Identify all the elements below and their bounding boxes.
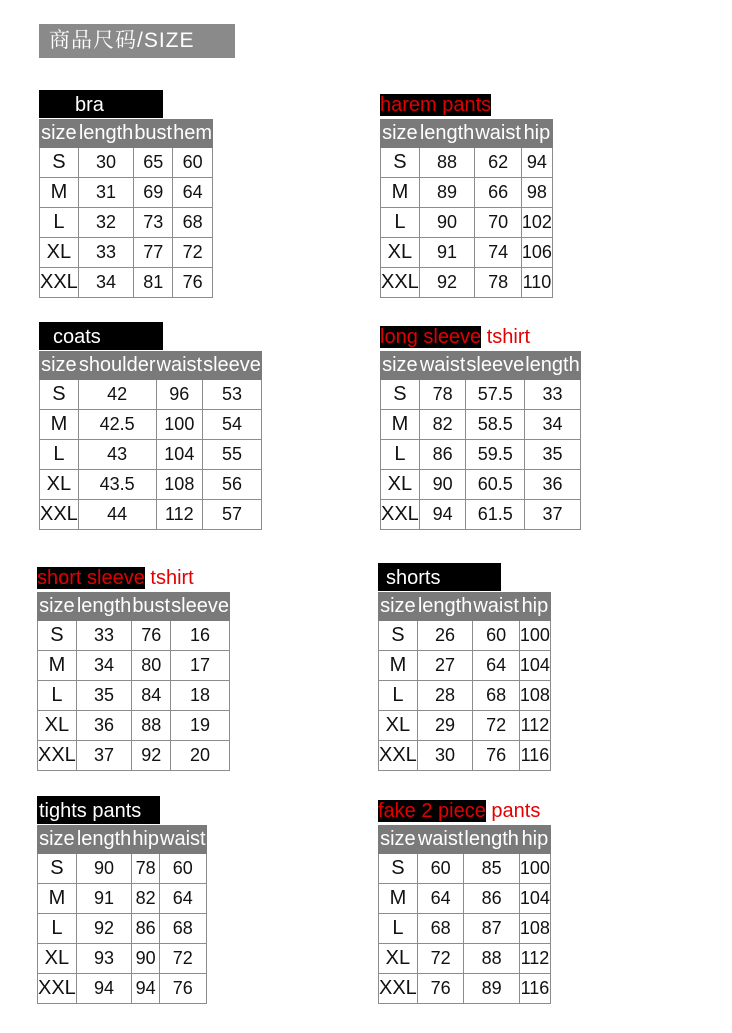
column-header: length	[525, 352, 581, 380]
table-row	[40, 148, 213, 178]
table-row	[38, 854, 207, 884]
table-cell: 88	[464, 944, 520, 974]
table-cell: 94	[419, 500, 466, 530]
table-cell: 65	[134, 148, 173, 178]
table-cell: 60	[417, 854, 464, 884]
tag-highlight: short sleeve	[37, 567, 145, 589]
table-cell: 86	[132, 914, 160, 944]
table-cell: 86	[419, 440, 466, 470]
table-cell: 76	[473, 741, 520, 771]
table-cell: 33	[76, 621, 132, 651]
table-cell: 104	[156, 440, 203, 470]
table-cell: 100	[519, 854, 550, 884]
table-cell: 78	[419, 380, 466, 410]
table-cell: 43.5	[78, 470, 156, 500]
table-cell: 76	[417, 974, 464, 1004]
table-cell: 106	[521, 238, 552, 268]
column-header: length	[76, 593, 132, 621]
header-row	[40, 352, 262, 380]
table-cell: 72	[160, 944, 207, 974]
table-row	[381, 380, 581, 410]
table-row	[381, 238, 553, 268]
size-cell: S	[40, 380, 79, 410]
size-cell: XXL	[379, 974, 418, 1004]
tag-rest: tshirt	[481, 326, 531, 348]
size-cell: XXL	[38, 974, 77, 1004]
table-cell: 55	[203, 440, 262, 470]
tag-rest: tshirt	[144, 567, 194, 589]
table-row	[381, 470, 581, 500]
size-cell: L	[38, 914, 77, 944]
table-cell: 64	[173, 178, 213, 208]
header-row	[381, 120, 553, 148]
table-cell: 66	[475, 178, 522, 208]
table-cell: 93	[76, 944, 132, 974]
table-row	[381, 410, 581, 440]
table-cell: 56	[203, 470, 262, 500]
table-row	[40, 440, 262, 470]
table-cell: 90	[419, 208, 475, 238]
table-row	[38, 681, 230, 711]
table-cell: 44	[78, 500, 156, 530]
column-header: size	[381, 352, 420, 380]
size-cell: XL	[381, 238, 420, 268]
table-cell: 91	[76, 884, 132, 914]
table-cell: 57	[203, 500, 262, 530]
size-cell: L	[379, 914, 418, 944]
column-header: bust	[134, 120, 173, 148]
table-cell: 33	[78, 238, 134, 268]
column-header: bust	[132, 593, 171, 621]
table-row	[38, 711, 230, 741]
table-row	[379, 651, 551, 681]
size-cell: M	[379, 884, 418, 914]
tag-highlight: long sleeve	[380, 326, 482, 348]
table-cell: 84	[132, 681, 171, 711]
table-cell: 64	[160, 884, 207, 914]
size-cell: M	[379, 651, 418, 681]
table-cell: 43	[78, 440, 156, 470]
table-cell: 85	[464, 854, 520, 884]
size-cell: XXL	[381, 500, 420, 530]
long-sleeve-table	[380, 351, 581, 530]
table-cell: 73	[134, 208, 173, 238]
table-cell: 100	[519, 621, 550, 651]
table-cell: 28	[417, 681, 473, 711]
column-header: sleeve	[171, 593, 230, 621]
table-row	[40, 238, 213, 268]
size-cell: XXL	[40, 500, 79, 530]
table-cell: 112	[519, 944, 550, 974]
table-cell: 35	[525, 440, 581, 470]
table-row	[40, 178, 213, 208]
table-cell: 108	[519, 914, 550, 944]
shorts-table	[378, 592, 551, 771]
table-cell: 64	[473, 651, 520, 681]
table-cell: 42.5	[78, 410, 156, 440]
column-header: sleeve	[466, 352, 525, 380]
size-cell: XXL	[379, 741, 418, 771]
table-row	[40, 470, 262, 500]
table-cell: 108	[519, 681, 550, 711]
long-sleeve-chart-tag	[380, 322, 530, 350]
column-header: shoulder	[78, 352, 156, 380]
table-cell: 89	[419, 178, 475, 208]
coats-chart-tag: coats	[39, 322, 163, 350]
table-row	[38, 621, 230, 651]
table-cell: 35	[76, 681, 132, 711]
table-cell: 53	[203, 380, 262, 410]
harem-pants-chart-tag	[380, 90, 491, 118]
short-sleeve-table	[37, 592, 230, 771]
table-cell: 32	[78, 208, 134, 238]
table-cell: 36	[76, 711, 132, 741]
table-cell: 108	[156, 470, 203, 500]
table-cell: 100	[156, 410, 203, 440]
table-cell: 42	[78, 380, 156, 410]
table-cell: 90	[132, 944, 160, 974]
table-cell: 90	[76, 854, 132, 884]
size-cell: S	[38, 621, 77, 651]
table-row	[381, 268, 553, 298]
table-cell: 88	[419, 148, 475, 178]
table-cell: 116	[519, 741, 550, 771]
column-header: length	[76, 826, 132, 854]
column-header: waist	[473, 593, 520, 621]
table-cell: 77	[134, 238, 173, 268]
table-row	[379, 944, 551, 974]
column-header: size	[379, 826, 418, 854]
table-cell: 89	[464, 974, 520, 1004]
column-header: size	[379, 593, 418, 621]
size-cell: S	[381, 380, 420, 410]
page-title: 商品尺码/SIZE	[39, 24, 235, 58]
table-cell: 61.5	[466, 500, 525, 530]
table-cell: 104	[519, 651, 550, 681]
column-header: waist	[475, 120, 522, 148]
coats-table	[39, 351, 262, 530]
table-cell: 76	[160, 974, 207, 1004]
short-sleeve-chart-tag	[37, 563, 194, 591]
table-cell: 60	[473, 621, 520, 651]
tag-highlight: harem pants	[380, 94, 492, 116]
table-cell: 94	[521, 148, 552, 178]
table-row	[381, 178, 553, 208]
table-row	[381, 208, 553, 238]
table-cell: 94	[76, 974, 132, 1004]
column-header: length	[78, 120, 134, 148]
size-cell: S	[379, 621, 418, 651]
tag-highlight: fake 2 piece	[378, 800, 486, 822]
table-cell: 37	[525, 500, 581, 530]
bra-chart-tag: bra	[39, 90, 163, 118]
size-cell: XL	[381, 470, 420, 500]
size-cell: M	[38, 651, 77, 681]
table-cell: 82	[419, 410, 466, 440]
table-row	[40, 268, 213, 298]
shorts-chart-tag: shorts	[378, 563, 501, 591]
table-cell: 68	[160, 914, 207, 944]
table-cell: 90	[419, 470, 466, 500]
table-row	[38, 651, 230, 681]
column-header: hip	[519, 593, 550, 621]
table-cell: 86	[464, 884, 520, 914]
size-cell: S	[381, 148, 420, 178]
table-cell: 72	[173, 238, 213, 268]
table-cell: 112	[519, 711, 550, 741]
table-cell: 88	[132, 711, 171, 741]
table-cell: 76	[132, 621, 171, 651]
table-cell: 78	[475, 268, 522, 298]
table-row	[38, 914, 207, 944]
table-cell: 112	[156, 500, 203, 530]
table-cell: 78	[132, 854, 160, 884]
header-row	[379, 826, 551, 854]
table-row	[379, 681, 551, 711]
table-cell: 68	[417, 914, 464, 944]
table-row	[40, 208, 213, 238]
table-cell: 69	[134, 178, 173, 208]
size-cell: XXL	[38, 741, 77, 771]
table-row	[381, 500, 581, 530]
column-header: hip	[521, 120, 552, 148]
size-cell: L	[381, 208, 420, 238]
table-cell: 60.5	[466, 470, 525, 500]
size-cell: M	[40, 178, 79, 208]
header-row	[38, 826, 207, 854]
header-row	[40, 120, 213, 148]
column-header: hem	[173, 120, 213, 148]
table-cell: 98	[521, 178, 552, 208]
table-cell: 54	[203, 410, 262, 440]
table-cell: 110	[521, 268, 552, 298]
table-cell: 81	[134, 268, 173, 298]
table-cell: 57.5	[466, 380, 525, 410]
size-cell: XL	[38, 711, 77, 741]
table-row	[38, 884, 207, 914]
column-header: sleeve	[203, 352, 262, 380]
header-row	[381, 352, 581, 380]
size-cell: L	[40, 440, 79, 470]
size-cell: S	[40, 148, 79, 178]
table-cell: 64	[417, 884, 464, 914]
table-cell: 34	[76, 651, 132, 681]
table-cell: 19	[171, 711, 230, 741]
table-cell: 17	[171, 651, 230, 681]
table-cell: 80	[132, 651, 171, 681]
harem-pants-table	[380, 119, 553, 298]
table-row	[381, 440, 581, 470]
table-cell: 94	[132, 974, 160, 1004]
size-cell: M	[381, 410, 420, 440]
table-cell: 91	[419, 238, 475, 268]
table-cell: 70	[475, 208, 522, 238]
table-cell: 92	[76, 914, 132, 944]
table-cell: 37	[76, 741, 132, 771]
table-cell: 76	[173, 268, 213, 298]
column-header: waist	[156, 352, 203, 380]
table-cell: 82	[132, 884, 160, 914]
table-cell: 72	[417, 944, 464, 974]
fake-2-piece-chart-tag	[378, 796, 540, 824]
column-header: size	[38, 593, 77, 621]
column-header: hip	[132, 826, 160, 854]
table-row	[38, 741, 230, 771]
table-cell: 58.5	[466, 410, 525, 440]
table-cell: 16	[171, 621, 230, 651]
table-cell: 60	[160, 854, 207, 884]
size-cell: XL	[38, 944, 77, 974]
table-cell: 96	[156, 380, 203, 410]
table-row	[379, 884, 551, 914]
table-row	[379, 711, 551, 741]
table-row	[379, 621, 551, 651]
table-cell: 92	[419, 268, 475, 298]
size-cell: L	[40, 208, 79, 238]
table-cell: 34	[78, 268, 134, 298]
size-cell: M	[40, 410, 79, 440]
table-cell: 27	[417, 651, 473, 681]
column-header: size	[40, 352, 79, 380]
column-header: size	[38, 826, 77, 854]
size-cell: XXL	[381, 268, 420, 298]
table-cell: 104	[519, 884, 550, 914]
table-row	[40, 380, 262, 410]
bra-table	[39, 119, 213, 298]
tag-rest: pants	[485, 800, 541, 822]
size-cell: XL	[40, 238, 79, 268]
size-cell: S	[379, 854, 418, 884]
size-cell: XL	[379, 944, 418, 974]
tights-pants-table	[37, 825, 207, 1004]
column-header: waist	[419, 352, 466, 380]
table-cell: 20	[171, 741, 230, 771]
column-header: waist	[160, 826, 207, 854]
header-row	[379, 593, 551, 621]
size-cell: XXL	[40, 268, 79, 298]
table-cell: 33	[525, 380, 581, 410]
table-cell: 18	[171, 681, 230, 711]
header-row	[38, 593, 230, 621]
table-row	[379, 974, 551, 1004]
table-row	[379, 741, 551, 771]
table-cell: 30	[78, 148, 134, 178]
table-cell: 102	[521, 208, 552, 238]
table-cell: 62	[475, 148, 522, 178]
table-cell: 60	[173, 148, 213, 178]
size-cell: L	[38, 681, 77, 711]
table-cell: 26	[417, 621, 473, 651]
column-header: length	[419, 120, 475, 148]
column-header: length	[464, 826, 520, 854]
table-row	[38, 974, 207, 1004]
table-cell: 92	[132, 741, 171, 771]
table-row	[379, 914, 551, 944]
table-cell: 29	[417, 711, 473, 741]
size-cell: XL	[40, 470, 79, 500]
table-cell: 36	[525, 470, 581, 500]
table-row	[38, 944, 207, 974]
column-header: waist	[417, 826, 464, 854]
size-cell: M	[38, 884, 77, 914]
size-cell: XL	[379, 711, 418, 741]
table-cell: 34	[525, 410, 581, 440]
column-header: size	[40, 120, 79, 148]
table-row	[381, 148, 553, 178]
column-header: hip	[519, 826, 550, 854]
table-cell: 68	[473, 681, 520, 711]
size-cell: S	[38, 854, 77, 884]
table-cell: 68	[173, 208, 213, 238]
table-row	[379, 854, 551, 884]
table-cell: 31	[78, 178, 134, 208]
column-header: size	[381, 120, 420, 148]
table-row	[40, 410, 262, 440]
table-cell: 59.5	[466, 440, 525, 470]
table-cell: 74	[475, 238, 522, 268]
table-cell: 72	[473, 711, 520, 741]
table-row	[40, 500, 262, 530]
table-cell: 87	[464, 914, 520, 944]
table-cell: 116	[519, 974, 550, 1004]
size-cell: L	[379, 681, 418, 711]
table-cell: 30	[417, 741, 473, 771]
size-cell: M	[381, 178, 420, 208]
size-cell: L	[381, 440, 420, 470]
tights-pants-chart-tag: tights pants	[37, 796, 160, 824]
fake-2-piece-table	[378, 825, 551, 1004]
column-header: length	[417, 593, 473, 621]
